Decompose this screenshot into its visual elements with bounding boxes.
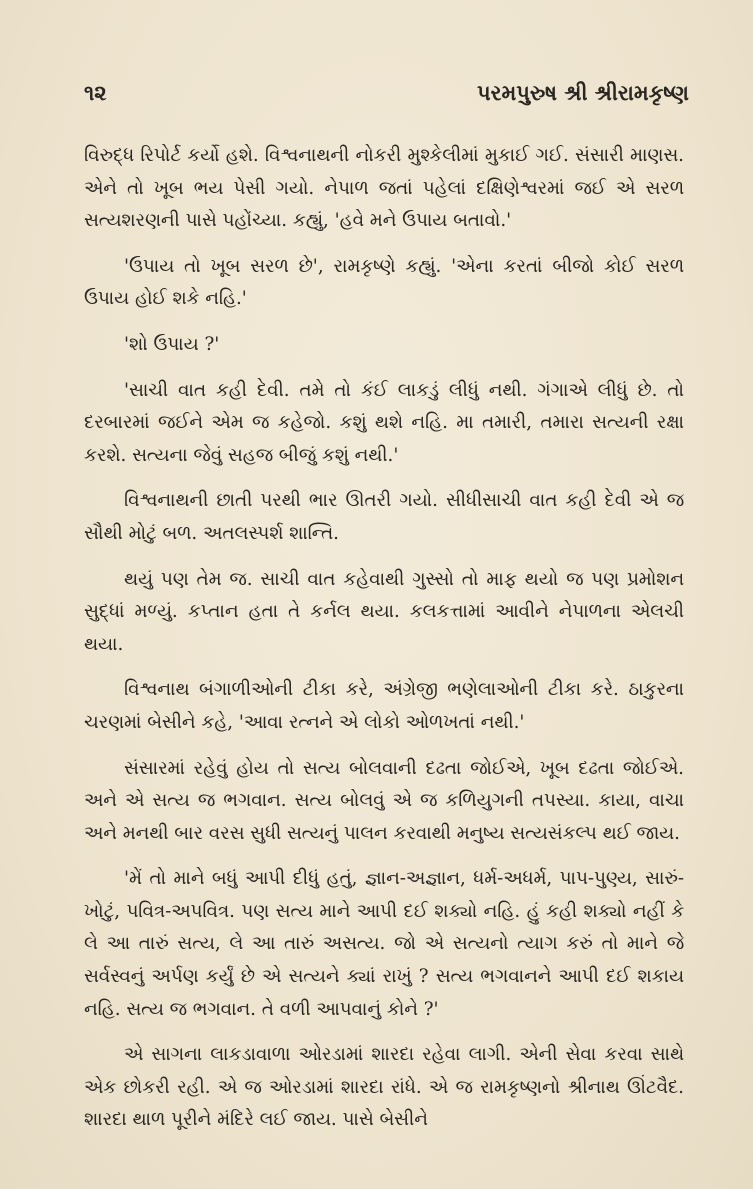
paragraph: એ સાગના લાકડાવાળા ઓરડામાં શારદા રહેવા લાગી. એની સેવા કરવા સાથે એક છોકરી રહી. એ જ ઓરડામાં શારદા રાંધે. એ જ રામકૃષ્ણનો શ્રીનાથ ઊંટવૈદ. શારદા થાળ પૂરીને મંદિરે લઈ જાય. પાસે બેસીને — [84, 1044, 684, 1131]
paragraph: વિશ્વનાથ બંગાળીઓની ટીકા કરે, અંગ્રેજી ભણેલાઓની ટીકા કરે. ઠાકુરના ચરણમાં બેસીને કહે, 'આવા રત્નને એ લોકો ઓળખતાં નથી.' — [84, 679, 684, 733]
paragraph: 'મેં તો માને બધું આપી દીધું હતું, જ્ઞાન-અજ્ઞાન, ધર્મ-અધર્મ, પાપ-પુણ્ય, સારું-ખોટું, પવિત્ર-અપવિત્ર. પણ સત્ય માને આપી દઈ શક્યો નહિ. હું કહી શક્યો નહીં કે લે આ તારું સત્ય, લે આ તારું અસત્ય. જો એ સત્યનો ત્યાગ કરું તો માને જે સર્વસ્વનું અર્પણ કર્યું છે એ સત્યને ક્યાં રાખું ? સત્ય ભગવાનને આપી દઈ શકાય નહિ. સત્ય જ ભગવાન. તે વળી આપવાનું કોને ?' — [84, 868, 684, 1020]
page-number: ૧૨ — [84, 80, 107, 105]
paragraph: 'ઉપાય તો ખૂબ સરળ છે', રામકૃષ્ણે કહ્યું. 'એના કરતાં બીજો કોઈ સરળ ઉપાય હોઈ શકે નહિ.' — [84, 255, 684, 310]
paragraph: 'સાચી વાત કહી દેવી. તમે તો કંઈ લાકડું લીધું નથી. ગંગાએ લીધું છે. તો દરબારમાં જઈને એમ જ કહેજો. કશું થશે નહિ. મા તમારી, તમારા સત્યની રક્ષા કરશે. સત્યના જેવું સહજ બીજું કશું નથી.' — [84, 379, 684, 466]
body-text — [84, 140, 684, 1150]
paragraph: સંસારમાં રહેવું હોય તો સત્ય બોલવાની દઢતા જોઈએ, ખૂબ દઢતા જોઈએ. અને એ સત્ય જ ભગવાન. સત્ય બોલવું એ જ કળિયુગની તપસ્યા. કાયા, વાચા અને મનથી બાર વરસ સુધી સત્યનું પાલન કરવાથી મનુષ્ય સત્યસંકલ્પ થઈ જાય. — [84, 757, 684, 844]
paragraph: થયું પણ તેમ જ. સાચી વાત કહેવાથી ગુસ્સો તો માફ થયો જ પણ પ્રમોશન સુદ્ધાં મળ્યું. કપ્તાન હતા તે કર્નલ થયા. કલકત્તામાં આવીને નેપાળના એલચી થયા. — [84, 568, 684, 655]
paragraph: વિરુદ્ધ રિપોર્ટ કર્યો હશે. વિશ્વનાથની નોકરી મુશ્કેલીમાં મુકાઈ ગઈ. સંસારી માણસ. એને તો ખૂબ ભય પેસી ગયો. નેપાળ જતાં પહેલાં દક્ષિણેશ્વરમાં જઈ એ સરળ સત્યશરણની પાસે પહોંચ્યા. કહ્યું, 'હવે મને ઉપાય બતાવો.' — [84, 145, 684, 232]
page-header — [84, 80, 689, 114]
running-title: પરમપુરુષ શ્રી શ્રીરામકૃષ્ણ — [476, 80, 689, 105]
paragraph: વિશ્વનાથની છાતી પરથી ભાર ઊતરી ગયો. સીધીસાચી વાત કહી દેવી એ જ સૌથી મોટું બળ. અતલસ્પર્શ શાન્તિ. — [84, 490, 684, 544]
paragraph: 'શો ઉપાય ?' — [124, 333, 220, 355]
